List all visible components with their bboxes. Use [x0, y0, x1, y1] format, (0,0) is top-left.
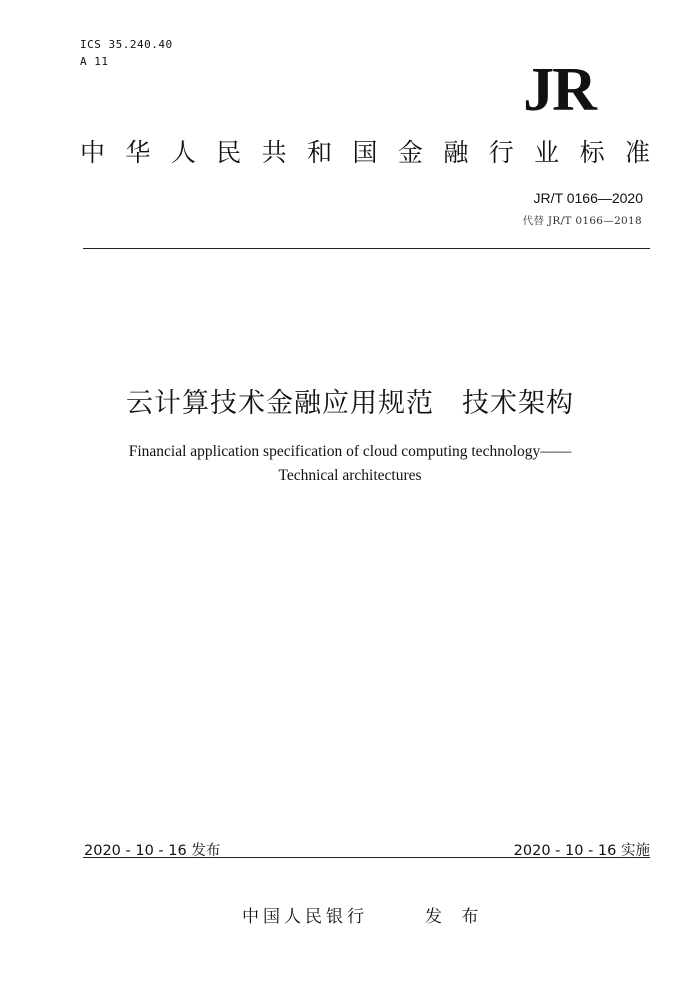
title-english-line2: Technical architectures [278, 467, 422, 484]
title-english-line1: Financial application specification of cloud computing technology—— [128, 443, 572, 460]
implement-date: 2020 - 10 - 16 实施 [513, 843, 650, 859]
industry-standard-title: 中华人民共和国金融行业标准 [80, 138, 650, 167]
classification-codes [80, 36, 173, 70]
issue-label: 发 布 [425, 907, 486, 927]
bottom-divider [83, 857, 650, 858]
jr-logo [494, 60, 624, 118]
logo-text: JR [523, 60, 595, 118]
top-divider [83, 248, 650, 249]
standard-number: JR/T 0166—2020 [533, 190, 643, 206]
publish-date: 2020 - 10 - 16 发布 [84, 843, 221, 859]
document-title-english [0, 440, 700, 488]
ics-code: ICS 35.240.40 [80, 38, 173, 51]
issuer-name: 中国人民银行 [242, 907, 368, 927]
document-title-chinese: 云计算技术金融应用规范 技术架构 [126, 388, 574, 419]
ccs-code: A 11 [80, 55, 109, 68]
replaces-standard: 代替 JR/T 0166—2018 [522, 215, 642, 227]
